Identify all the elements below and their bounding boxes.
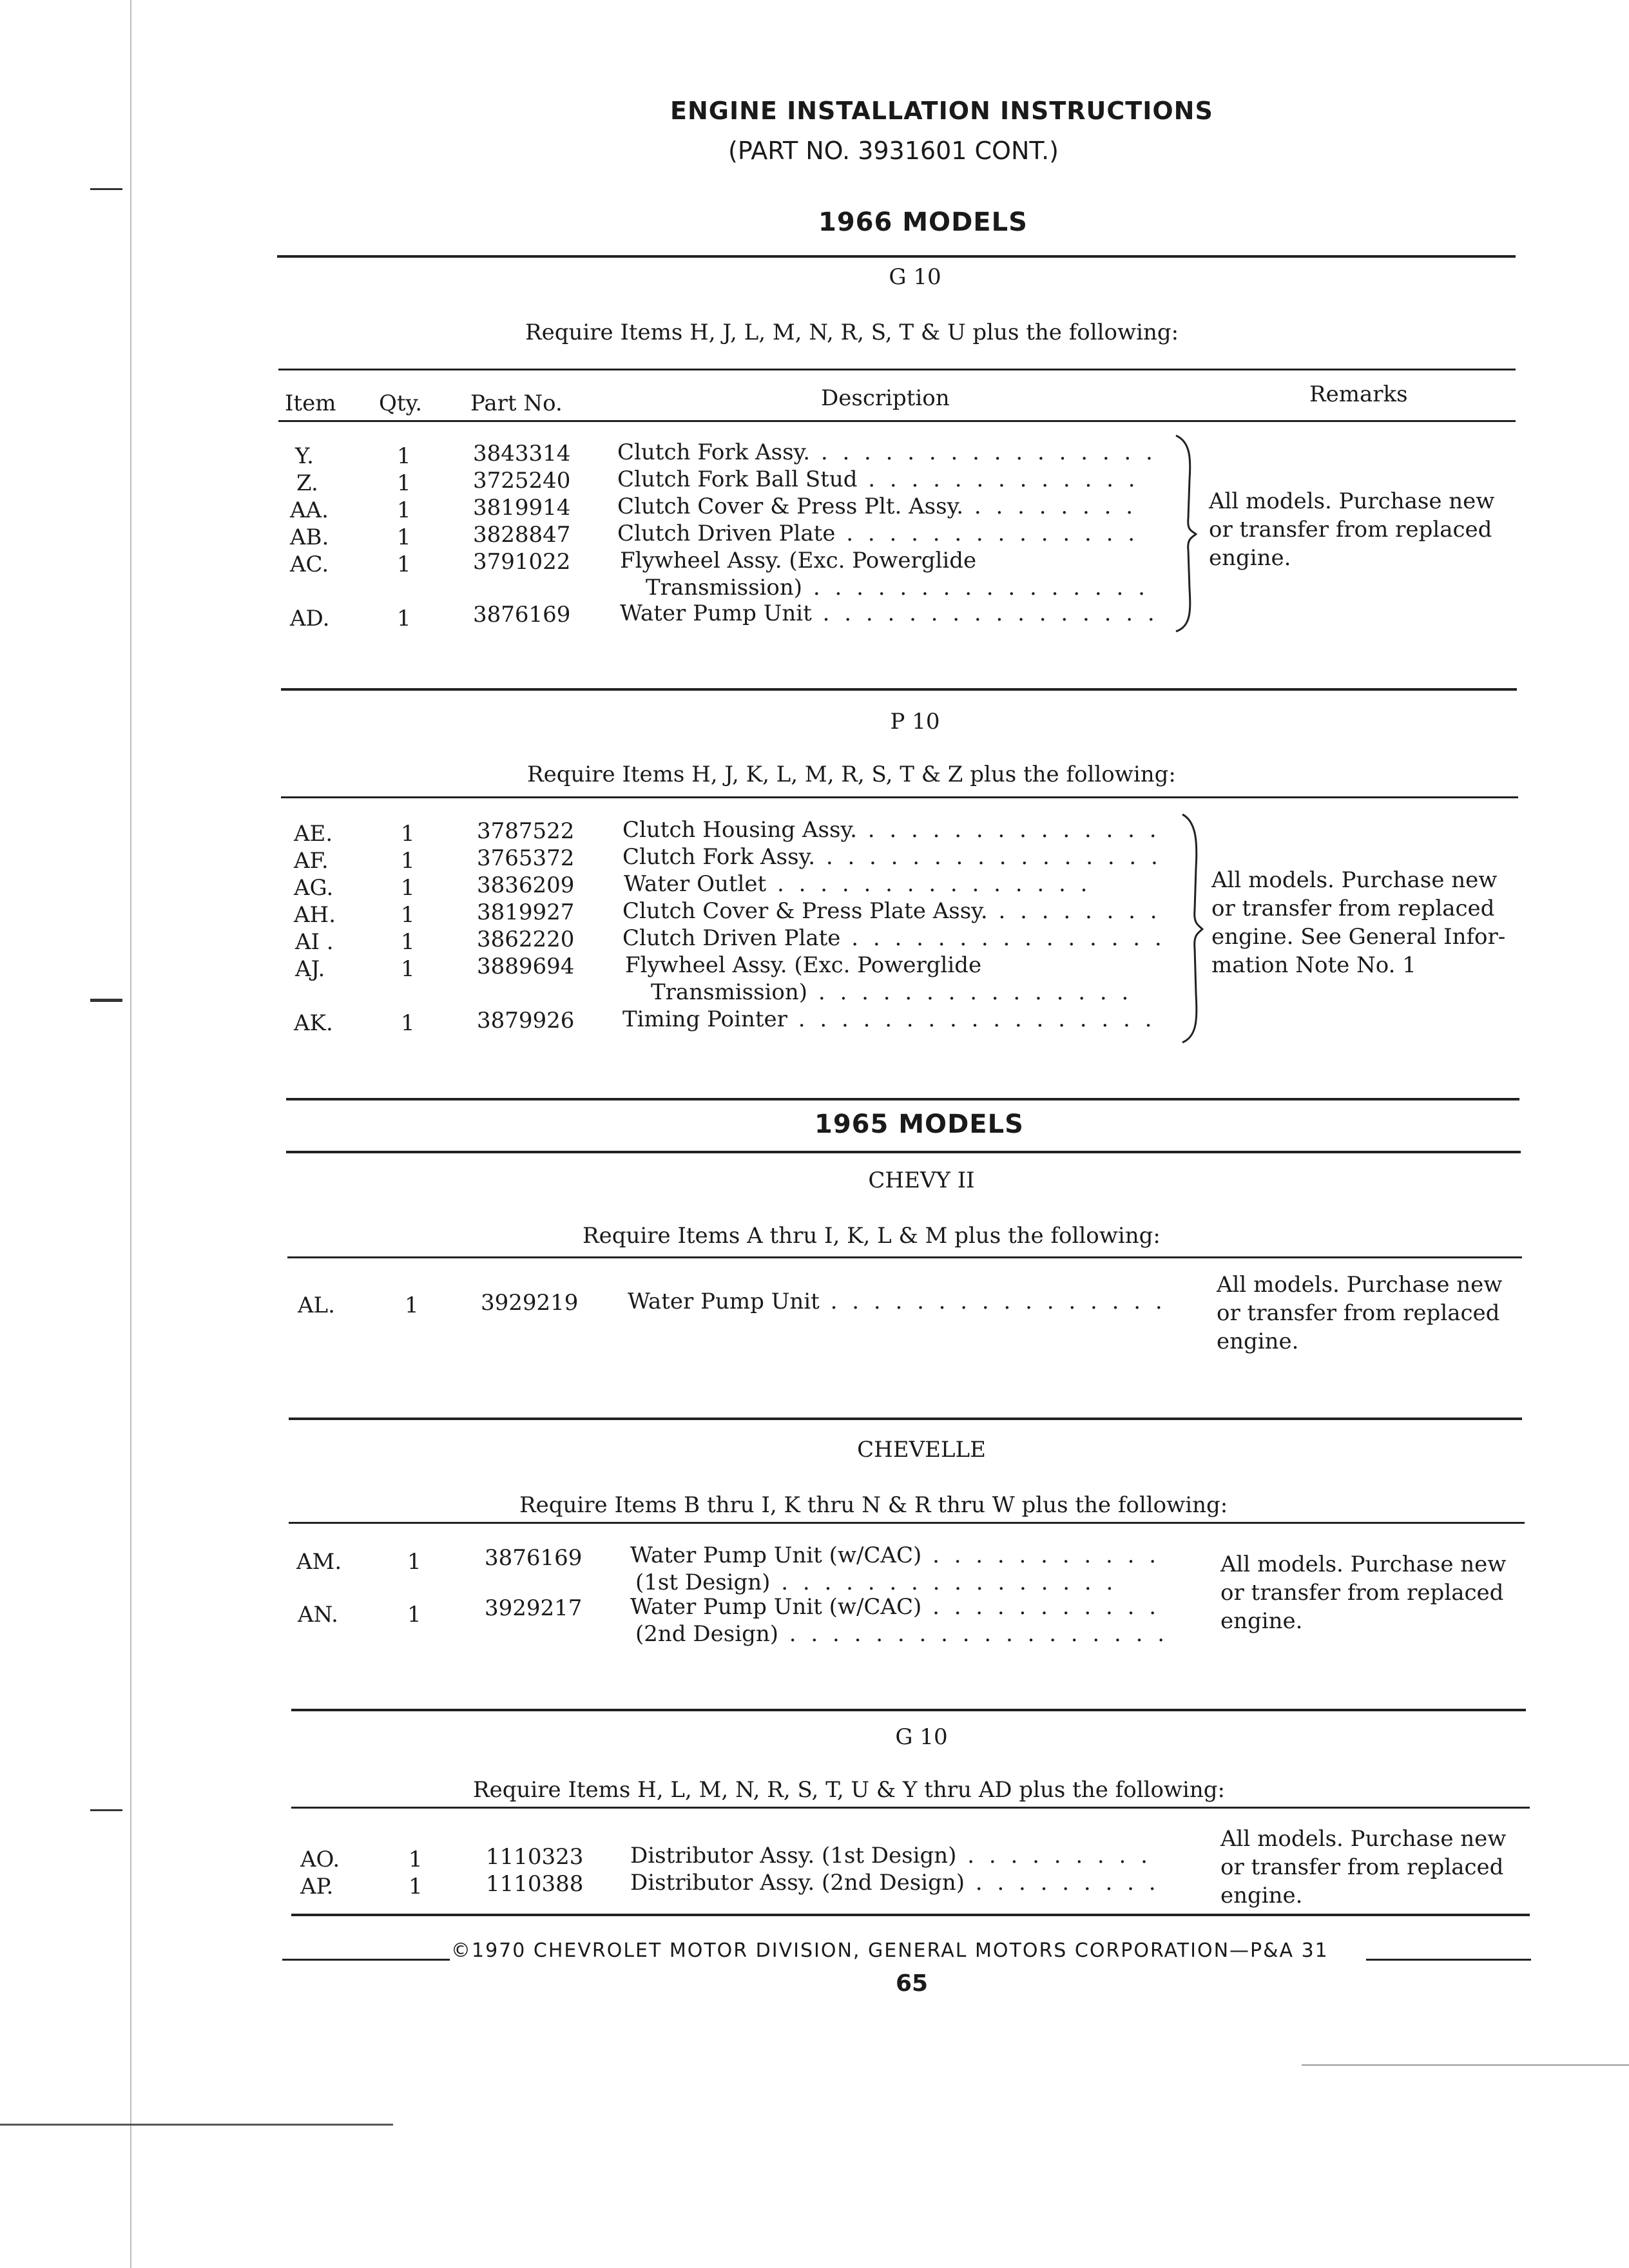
description-text: Distributor Assy. (2nd Design) <box>630 1870 965 1896</box>
description-text: Clutch Driven Plate <box>622 925 841 951</box>
section-title-1966: 1966 MODELS <box>818 207 1028 237</box>
table-rule <box>287 1256 1522 1258</box>
remarks-line: All models. Purchase new <box>1209 488 1495 514</box>
qty: 1 <box>397 524 411 550</box>
remarks-line: All models. Purchase new <box>1220 1826 1507 1852</box>
description: Transmission) . . . . . . . . . . . . . . . . <box>646 575 1149 601</box>
qty: 1 <box>397 606 411 631</box>
footer-rule-left <box>282 1959 450 1961</box>
description: Water Pump Unit . . . . . . . . . . . . . . . . <box>620 601 1159 626</box>
part-number: 3819914 <box>473 495 571 521</box>
part-number: 3765372 <box>477 845 575 871</box>
description-text: Clutch Cover & Press Plt. Assy. <box>617 494 964 519</box>
section-title-1965: 1965 MODELS <box>815 1110 1024 1139</box>
part-number: 3819927 <box>477 899 575 925</box>
footer-rule-right <box>1366 1959 1531 1961</box>
description: Water Pump Unit (w/CAC) . . . . . . . . . . . <box>630 1594 1161 1620</box>
description: Clutch Housing Assy. . . . . . . . . . . . . . . <box>622 817 1161 843</box>
description-text: Water Pump Unit <box>628 1289 820 1314</box>
description: Clutch Fork Ball Stud . . . . . . . . . . . . . <box>617 466 1139 492</box>
remarks-line: engine. <box>1220 1608 1303 1634</box>
description-text: Clutch Housing Assy. <box>622 817 857 843</box>
description-text: Transmission) <box>646 575 803 601</box>
description-text: Timing Pointer <box>622 1006 787 1032</box>
description-text: Flywheel Assy. (Exc. Powerglide <box>620 548 977 573</box>
qty: 1 <box>401 956 415 982</box>
item-code: AJ. <box>295 956 325 982</box>
item-code: Y. <box>295 443 314 469</box>
section-rule <box>289 1418 1522 1420</box>
item-code: AN. <box>298 1602 338 1628</box>
page-subtitle: (PART NO. 3931601 CONT.) <box>728 137 1059 165</box>
description: Clutch Fork Assy. . . . . . . . . . . . . . . . . <box>617 439 1157 465</box>
table-rule <box>278 369 1516 370</box>
part-number: 3929217 <box>485 1595 583 1621</box>
part-number: 3843314 <box>473 441 571 466</box>
section-rule <box>291 1914 1530 1916</box>
model-label-g10-1965: G 10 <box>895 1724 948 1750</box>
binding-margin-line <box>130 0 131 2268</box>
margin-mark <box>0 2124 393 2126</box>
description: (1st Design) . . . . . . . . . . . . . . . . <box>635 1570 1117 1595</box>
remarks-line: or transfer from replaced <box>1217 1300 1500 1326</box>
part-number: 1110323 <box>486 1844 584 1870</box>
model-label-p10: P 10 <box>890 709 940 735</box>
qty: 1 <box>407 1602 421 1628</box>
remarks-line: engine. See General Infor- <box>1211 924 1506 950</box>
qty: 1 <box>401 875 415 901</box>
remarks-text <box>1211 866 1505 979</box>
remarks-line: engine. <box>1220 1883 1303 1908</box>
description: Clutch Driven Plate . . . . . . . . . . . . . . <box>617 521 1139 546</box>
description-text: Water Outlet <box>624 871 767 897</box>
column-header-qty: Qty. <box>379 390 423 416</box>
part-number: 3787522 <box>477 818 575 844</box>
margin-mark <box>90 1809 122 1811</box>
part-number: 3889694 <box>477 954 575 979</box>
description-text: Clutch Fork Assy. <box>622 844 816 870</box>
column-header-item: Item <box>285 390 336 416</box>
description: (2nd Design) . . . . . . . . . . . . . . . . . . <box>635 1621 1169 1647</box>
item-code: AF. <box>294 848 329 874</box>
qty: 1 <box>401 902 415 928</box>
page-title: ENGINE INSTALLATION INSTRUCTIONS <box>670 97 1213 125</box>
description-text: Clutch Driven Plate <box>617 521 836 546</box>
description: Transmission) . . . . . . . . . . . . . . . <box>651 979 1133 1005</box>
require-text-chevelle: Require Items B thru I, K thru N & R thru W plus the following: <box>519 1492 1228 1518</box>
description: Distributor Assy. (2nd Design) . . . . . . . . . <box>630 1870 1160 1896</box>
item-code: AM. <box>296 1549 342 1575</box>
remarks-line: or transfer from replaced <box>1209 517 1492 543</box>
require-text-p10: Require Items H, J, K, L, M, R, S, T & Z plus the following: <box>527 762 1176 787</box>
part-number: 3725240 <box>473 468 571 494</box>
qty: 1 <box>401 929 415 955</box>
item-code: AK. <box>294 1010 333 1036</box>
margin-mark <box>90 999 122 1002</box>
column-header-description: Description <box>821 385 950 411</box>
margin-mark <box>90 188 122 190</box>
remarks-line: engine. <box>1209 545 1291 571</box>
description: Distributor Assy. (1st Design) . . . . . . . . . <box>630 1843 1152 1869</box>
description-text: (2nd Design) <box>635 1621 778 1647</box>
part-number: 3876169 <box>473 602 571 628</box>
require-text-chevy-ii: Require Items A thru I, K, L & M plus the following: <box>583 1223 1161 1249</box>
qty: 1 <box>405 1293 419 1318</box>
table-rule <box>278 420 1516 422</box>
remarks-text <box>1209 487 1494 572</box>
part-number: 3929219 <box>481 1290 579 1316</box>
item-code: AG. <box>294 875 334 901</box>
description-text: Transmission) <box>651 979 808 1005</box>
description-text: Clutch Fork Assy. <box>617 439 811 465</box>
remarks-line: or transfer from replaced <box>1220 1854 1504 1880</box>
remarks-line: All models. Purchase new <box>1217 1272 1503 1298</box>
qty: 1 <box>409 1847 423 1872</box>
description-text: Water Pump Unit (w/CAC) <box>630 1542 922 1568</box>
description-text: Distributor Assy. (1st Design) <box>630 1843 957 1869</box>
item-code: AE. <box>294 821 333 847</box>
remarks-line: or transfer from replaced <box>1220 1580 1504 1606</box>
qty: 1 <box>401 848 415 874</box>
qty: 1 <box>401 1010 415 1036</box>
remarks-text <box>1217 1271 1502 1356</box>
item-code: AL. <box>298 1293 335 1318</box>
section-rule <box>277 255 1516 258</box>
description: Timing Pointer . . . . . . . . . . . . . . . . . <box>622 1006 1156 1032</box>
part-number: 3862220 <box>477 927 575 952</box>
remarks-text <box>1220 1825 1506 1910</box>
column-header-remarks: Remarks <box>1309 381 1408 407</box>
qty: 1 <box>397 470 411 496</box>
column-header-part: Part No. <box>470 390 563 416</box>
remarks-line: or transfer from replaced <box>1211 896 1495 921</box>
remarks-line: mation Note No. 1 <box>1211 952 1416 978</box>
description-text: Clutch Fork Ball Stud <box>617 466 858 492</box>
table-rule <box>289 1522 1525 1524</box>
description: Water Pump Unit (w/CAC) . . . . . . . . . . . <box>630 1542 1161 1568</box>
section-rule <box>291 1709 1526 1711</box>
part-number: 1110388 <box>486 1871 584 1897</box>
table-rule <box>291 1807 1530 1809</box>
item-code: AA. <box>290 497 329 523</box>
description: Water Pump Unit . . . . . . . . . . . . . . . . <box>628 1289 1166 1314</box>
part-number: 3879926 <box>477 1008 575 1033</box>
item-code: AB. <box>290 524 329 550</box>
model-label-g10-1966: G 10 <box>889 264 941 290</box>
description <box>620 548 976 573</box>
section-rule <box>281 688 1517 691</box>
part-number: 3828847 <box>473 522 571 548</box>
remarks-text <box>1220 1550 1506 1635</box>
item-code: AH. <box>294 902 336 928</box>
description: Clutch Fork Assy. . . . . . . . . . . . . . . . . <box>622 844 1162 870</box>
description-text: Clutch Cover & Press Plate Assy. <box>622 898 988 924</box>
qty: 1 <box>397 497 411 523</box>
page-number: 65 <box>896 1970 929 1997</box>
require-text-g10-1966: Require Items H, J, L, M, N, R, S, T & U plus the following: <box>525 320 1179 345</box>
item-code: AO. <box>300 1847 340 1872</box>
item-code: Z. <box>296 470 318 496</box>
model-label-chevy-ii: CHEVY II <box>868 1168 975 1193</box>
qty: 1 <box>401 821 415 847</box>
description-text: Water Pump Unit (w/CAC) <box>630 1594 922 1620</box>
qty: 1 <box>407 1549 421 1575</box>
description: Water Outlet . . . . . . . . . . . . . . . <box>624 871 1092 897</box>
description: Clutch Cover & Press Plate Assy. . . . . . . . . <box>622 898 1161 924</box>
description-text: Water Pump Unit <box>620 601 812 626</box>
remarks-line: All models. Purchase new <box>1211 867 1498 893</box>
description: Clutch Cover & Press Plt. Assy. . . . . . . . . <box>617 494 1137 519</box>
remarks-line: All models. Purchase new <box>1220 1552 1507 1577</box>
margin-mark <box>1302 2064 1629 2066</box>
model-label-chevelle: CHEVELLE <box>857 1437 986 1463</box>
remarks-brace <box>1179 813 1211 1045</box>
item-code: AC. <box>290 552 329 577</box>
remarks-line: engine. <box>1217 1329 1299 1354</box>
item-code: AD. <box>290 606 330 631</box>
require-text-g10-1965: Require Items H, L, M, N, R, S, T, U & Y thru AD plus the following: <box>473 1777 1226 1803</box>
description-text: Flywheel Assy. (Exc. Powerglide <box>625 952 982 978</box>
section-rule <box>286 1098 1519 1100</box>
description-text: (1st Design) <box>635 1570 771 1595</box>
qty: 1 <box>397 443 411 469</box>
qty: 1 <box>397 552 411 577</box>
description: Clutch Driven Plate . . . . . . . . . . . . . . . <box>622 925 1166 951</box>
description <box>625 952 981 978</box>
item-code: AI . <box>295 929 334 955</box>
copyright-line: ©1970 CHEVROLET MOTOR DIVISION, GENERAL MOTORS CORPORATION—P&A 31 <box>451 1939 1329 1962</box>
part-number: 3836209 <box>477 872 575 898</box>
part-number: 3876169 <box>485 1545 583 1571</box>
section-rule <box>286 1151 1521 1153</box>
item-code: AP. <box>300 1874 334 1899</box>
qty: 1 <box>409 1874 423 1899</box>
part-number: 3791022 <box>473 549 571 575</box>
table-rule <box>281 796 1518 798</box>
remarks-brace <box>1173 434 1205 634</box>
